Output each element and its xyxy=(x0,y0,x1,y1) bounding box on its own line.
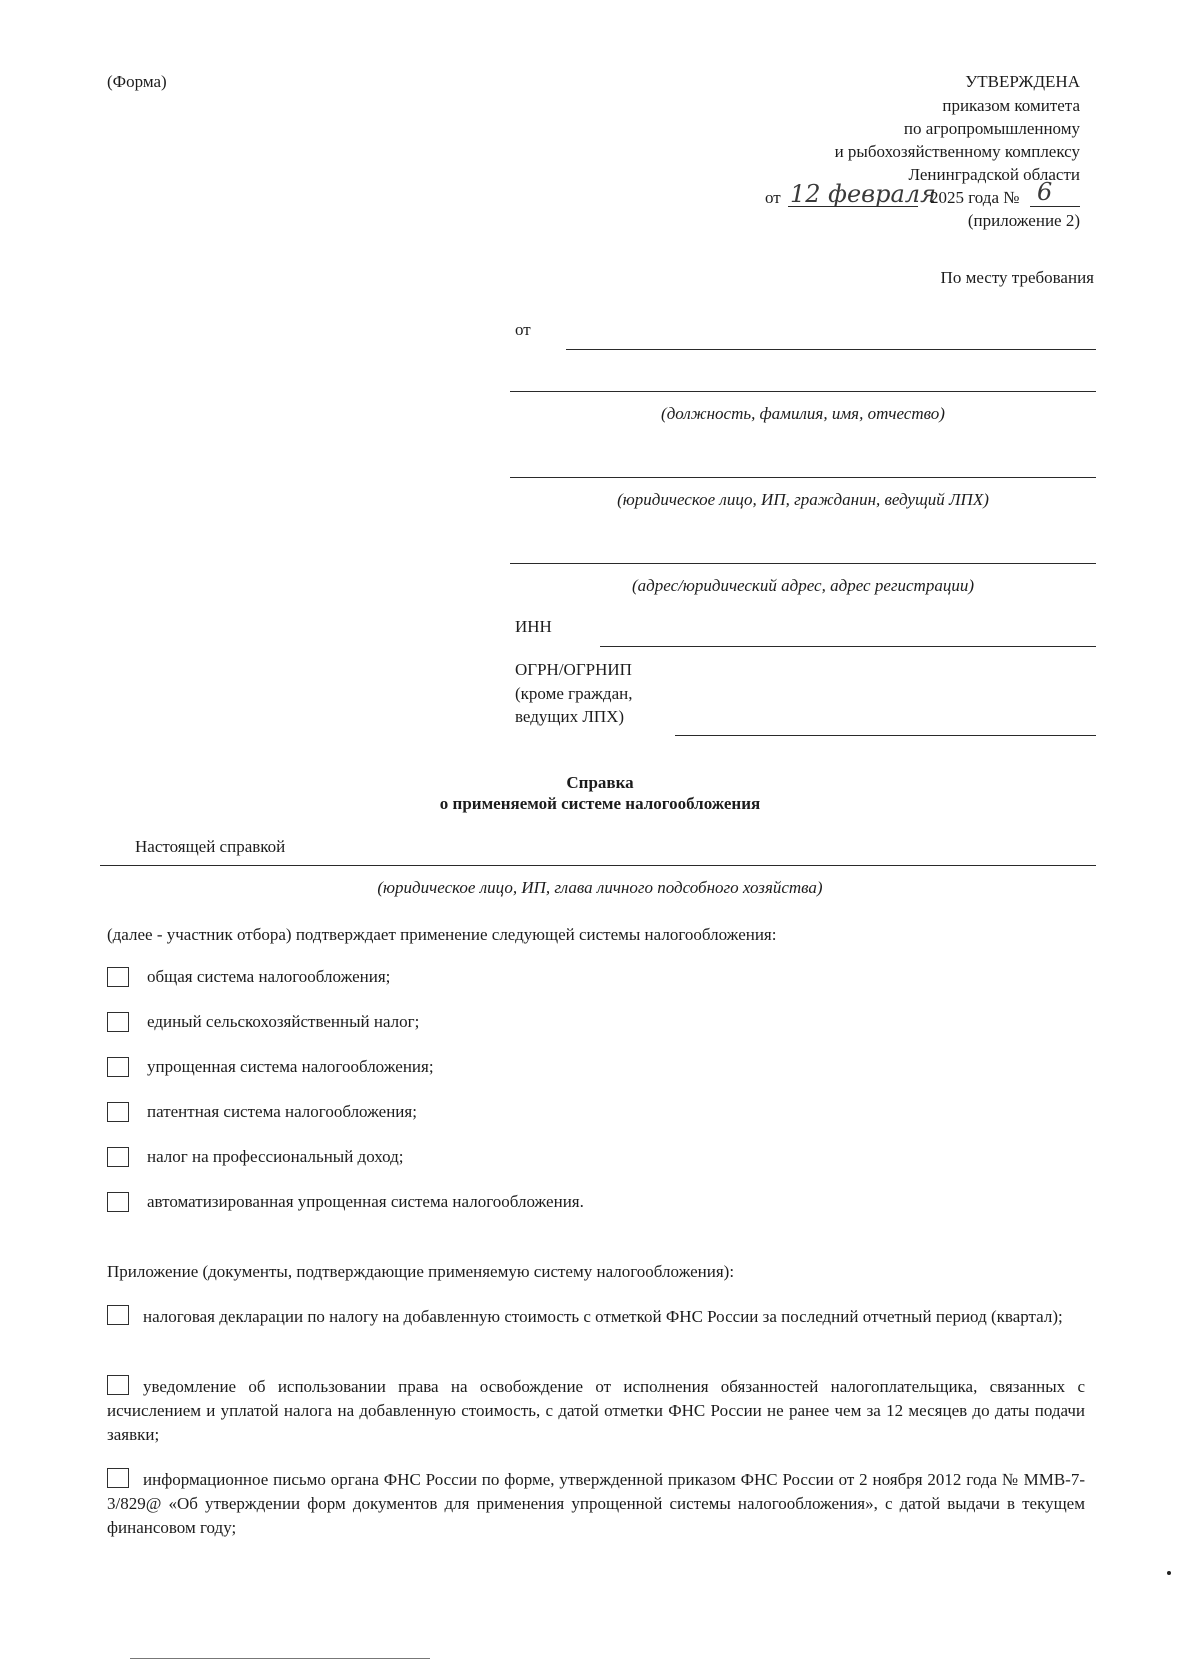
from-line[interactable] xyxy=(566,349,1096,350)
address-line[interactable] xyxy=(510,563,1096,564)
recipient: По месту требования xyxy=(940,268,1094,287)
checkbox-patent[interactable] xyxy=(107,1102,129,1122)
ogrn-note-1: (кроме граждан, xyxy=(515,684,633,703)
approval-number-handwritten: 6 xyxy=(1037,178,1053,206)
tax-option-automated-simplified: автоматизированная упрощенная система налогообложения. xyxy=(147,1192,584,1211)
entity-caption: (юридическое лицо, ИП, гражданин, ведущий ЛПХ) xyxy=(617,490,989,509)
ogrn-label: ОГРН/ОГРНИП xyxy=(515,660,632,679)
checkbox-agricultural[interactable] xyxy=(107,1012,129,1032)
tax-option-simplified: упрощенная система налогообложения; xyxy=(147,1057,434,1076)
form-label: (Форма) xyxy=(107,72,167,91)
intro-caption: (юридическое лицо, ИП, глава личного подсобного хозяйства) xyxy=(377,878,823,897)
ogrn-note-2: ведущих ЛПХ) xyxy=(515,707,625,726)
approval-line-1: приказом комитета xyxy=(942,96,1080,115)
checkbox-simplified[interactable] xyxy=(107,1057,129,1077)
inn-label: ИНН xyxy=(515,617,552,636)
ogrn-line[interactable] xyxy=(675,735,1096,736)
checkbox-info-letter[interactable] xyxy=(107,1468,129,1488)
position-caption: (должность, фамилия, имя, отчество) xyxy=(661,404,945,423)
checkbox-vat-declaration[interactable] xyxy=(107,1305,129,1325)
intro-line[interactable] xyxy=(100,865,1096,866)
document-title: Справка xyxy=(566,773,634,792)
checkbox-professional-income[interactable] xyxy=(107,1147,129,1167)
document-subtitle: о применяемой системе налогообложения xyxy=(439,794,761,813)
entity-line[interactable] xyxy=(510,477,1096,478)
approval-stamp-title: УТВЕРЖДЕНА xyxy=(965,72,1080,91)
inn-line[interactable] xyxy=(600,646,1096,647)
approval-date-handwritten: 12 февраля xyxy=(790,180,936,208)
checkbox-vat-exemption[interactable] xyxy=(107,1375,129,1395)
checkbox-automated-simplified[interactable] xyxy=(107,1192,129,1212)
approval-date-prefix: от xyxy=(765,188,781,207)
from-label: от xyxy=(515,320,531,339)
checkbox-general[interactable] xyxy=(107,967,129,987)
attachment-item xyxy=(107,1375,1085,1447)
attachments-title: Приложение (документы, подтверждающие применяемую систему налогообложения): xyxy=(107,1262,735,1281)
approval-line-2: по агропромышленному xyxy=(903,119,1080,138)
attachment-vat-exemption: уведомление об использовании права на освобождение от исполнения обязанностей налогоплательщика, связанных с исчислением и уплатой налога на добавленную стоимость, с датой отметки ФНС России не ранее чем за 12 месяцев до даты подачи заявки; xyxy=(107,1377,1085,1444)
attachment-item xyxy=(107,1305,1085,1329)
address-caption: (адрес/юридический адрес, адрес регистрации) xyxy=(632,576,974,595)
attachment-info-letter: информационное письмо органа ФНС России по форме, утвержденной приказом ФНС России от 2 ноября 2012 года № ММВ-7-3/829@ «Об утверждении форм документов для применения упрощенной системы налогообложения», с датой выдачи в текущем финансовом году; xyxy=(107,1470,1085,1537)
tax-option-agricultural: единый сельскохозяйственный налог; xyxy=(147,1012,420,1031)
tax-option-general: общая система налогообложения; xyxy=(147,967,391,986)
approval-appendix: (приложение 2) xyxy=(967,211,1080,230)
number-underline xyxy=(1030,206,1080,207)
approval-line-3: и рыбохозяйственному комплексу xyxy=(834,142,1080,161)
tax-option-professional-income: налог на профессиональный доход; xyxy=(147,1147,404,1166)
scan-speck xyxy=(1167,1571,1171,1575)
footer-rule xyxy=(130,1658,430,1659)
intro-text: Настоящей справкой xyxy=(135,837,286,856)
attachment-vat-declaration: налоговая декларации по налогу на добавленную стоимость с отметкой ФНС России за последний отчетный период (квартал); xyxy=(143,1307,1063,1326)
tax-option-patent: патентная система налогообложения; xyxy=(147,1102,417,1121)
confirm-text: (далее - участник отбора) подтверждает применение следующей системы налогообложения: xyxy=(107,925,777,944)
date-underline xyxy=(788,206,918,207)
attachment-item xyxy=(107,1468,1085,1540)
approval-line-4: Ленинградской области xyxy=(908,165,1080,184)
approval-date-year: 2025 года № xyxy=(930,188,1020,207)
position-line[interactable] xyxy=(510,391,1096,392)
